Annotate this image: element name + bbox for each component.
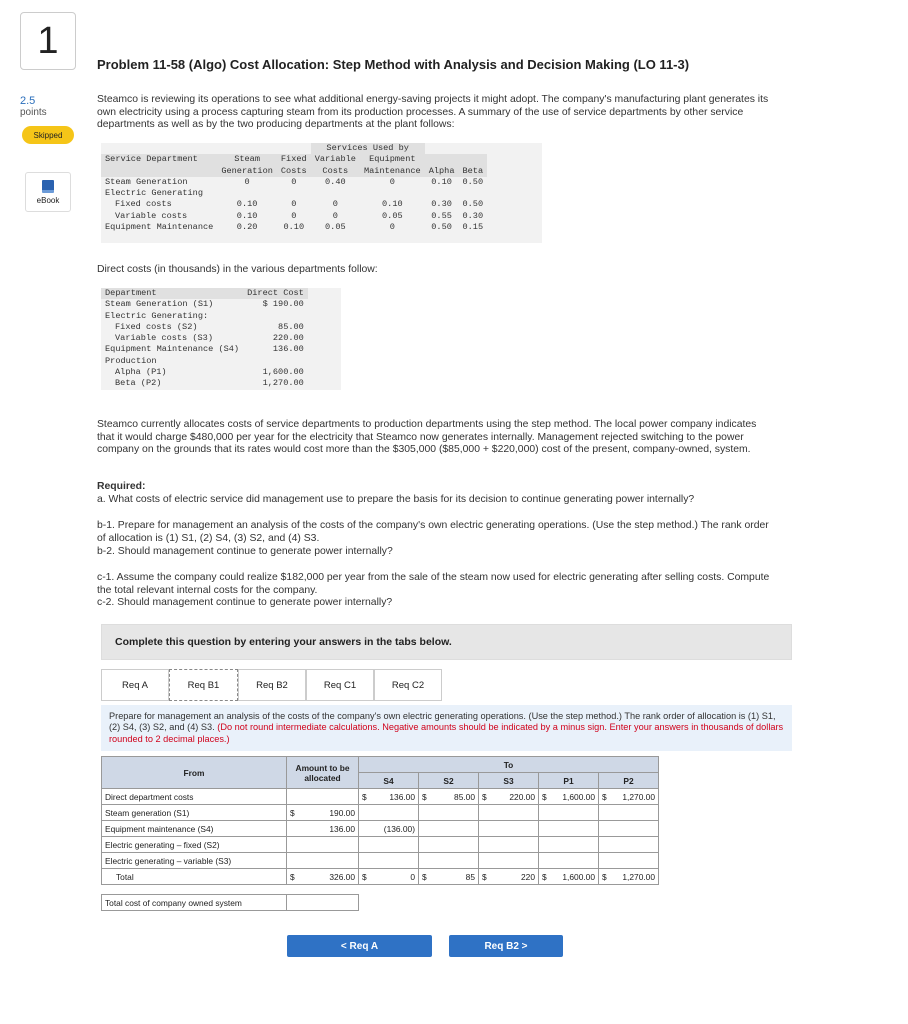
grid-total-cell-value: 0	[410, 871, 415, 882]
answer-panel-header: Complete this question by entering your answers in the tabs below.	[101, 624, 792, 660]
direct-row	[101, 378, 308, 389]
grid-row-label: Electric generating – fixed (S2)	[102, 837, 287, 853]
services-cell: 0.10	[382, 199, 403, 210]
services-cell: 0.15	[462, 222, 484, 233]
allocation-grid	[101, 756, 659, 911]
services-row	[101, 177, 487, 188]
grid-row	[102, 805, 659, 821]
grid-alloc-input[interactable]	[419, 837, 479, 853]
grid-total-cell-value: 1,600.00	[562, 871, 595, 882]
services-header-cell: Alpha	[425, 166, 459, 177]
dollar-sign: $	[482, 791, 487, 802]
direct-row-label: Alpha (P1)	[115, 367, 167, 378]
grid-row-direct	[102, 789, 659, 805]
services-cell: 0	[389, 176, 395, 187]
services-cell: 0.10	[283, 222, 305, 233]
grid-amount-input[interactable]	[287, 853, 359, 869]
grid-from-label: From	[183, 767, 205, 778]
grid-col-header: P1	[539, 773, 599, 789]
grid-total-amount[interactable]	[287, 869, 359, 885]
grid-row-label: Equipment maintenance (S4)	[102, 821, 287, 837]
tab-req-a[interactable]: Req A	[101, 669, 169, 701]
grid-col-header: S4	[359, 773, 419, 789]
grid-row	[102, 853, 659, 869]
services-header-cell	[458, 154, 487, 165]
grid-alloc-input[interactable]	[479, 805, 539, 821]
services-header-cell: Equipment	[360, 154, 425, 165]
services-group-header: Services Used by	[311, 143, 425, 154]
grid-total-cell[interactable]	[539, 869, 599, 885]
grid-alloc-input[interactable]	[539, 821, 599, 837]
grid-alloc-input[interactable]	[539, 837, 599, 853]
req-a-text: a. What costs of electric service did management use to prepare the basis for its decision to continue generating power internally?	[97, 494, 695, 505]
grid-amount-input-value: 136.00	[329, 823, 355, 834]
services-cell: 0	[332, 199, 338, 210]
direct-row-label: Variable costs (S3)	[115, 333, 213, 344]
dollar-sign: $	[542, 871, 547, 882]
grid-amount-label: Amount to be	[295, 762, 350, 773]
grid-row-system	[102, 895, 659, 911]
dollar-sign: $	[602, 871, 607, 882]
direct-row-label: Production	[105, 355, 157, 366]
services-cell: 0	[291, 176, 297, 187]
instruction-warning: (Do not round intermediate calculations. Negative amounts should be indicated by a minus sign. Enter your answers in thousands of dollars rounded to 2 decimal places.)	[109, 722, 784, 744]
grid-row-label: Steam generation (S1)	[102, 805, 287, 821]
services-cell: 0.10	[236, 210, 258, 221]
services-cell: 0.20	[236, 222, 258, 233]
services-cell	[360, 188, 425, 199]
grid-amount-input[interactable]	[287, 805, 359, 821]
services-header-cell	[101, 166, 217, 177]
services-header-cell: Costs	[311, 166, 360, 177]
direct-row-value	[243, 356, 308, 367]
grid-alloc-input[interactable]	[539, 805, 599, 821]
context-text: Steamco currently allocates costs of service departments to production departments using the step method. The local power company indicates that it would charge $480,000 per year for the electricity that Steamco now generates internally. Management rejected switching to the power company on the grounds that its rates would cost more than the $305,000 ($85,000 + $220,000) cost of the present, company-owned, system.	[97, 419, 757, 455]
services-row	[101, 211, 487, 222]
grid-total-cell[interactable]	[359, 869, 419, 885]
services-cell: 0	[291, 199, 297, 210]
services-cell: 0.50	[431, 222, 452, 233]
services-cell: 0	[332, 210, 338, 221]
grid-to-label: To	[359, 757, 659, 773]
grid-direct-input[interactable]	[479, 789, 539, 805]
grid-direct-input-value: 220.00	[509, 791, 535, 802]
dollar-sign: $	[542, 791, 547, 802]
points-box	[20, 95, 60, 118]
grid-alloc-input[interactable]	[479, 821, 539, 837]
services-cell: 0	[244, 176, 250, 187]
grid-alloc-input[interactable]	[359, 837, 419, 853]
services-row-label: Steam Generation	[105, 176, 188, 187]
direct-row	[101, 333, 308, 344]
direct-header-cell: Direct Cost	[243, 288, 308, 299]
grid-direct-input-value: 85.00	[454, 791, 475, 802]
services-header-cell: Steam	[217, 154, 277, 165]
ebook-button[interactable]	[25, 172, 71, 212]
grid-alloc-input[interactable]	[599, 821, 659, 837]
services-cell: 0.50	[462, 199, 484, 210]
grid-alloc-input-value: (136.00)	[383, 823, 415, 834]
grid-alloc-input[interactable]	[539, 853, 599, 869]
services-row-label: Fixed costs	[115, 199, 172, 210]
book-icon	[42, 180, 54, 193]
direct-row	[101, 367, 308, 378]
direct-row-label: Equipment Maintenance (S4)	[105, 344, 240, 355]
grid-total-cell[interactable]	[419, 869, 479, 885]
services-cell: 0.30	[462, 210, 484, 221]
grid-amount-label: allocated	[304, 772, 341, 783]
grid-col-header: S2	[419, 773, 479, 789]
grid-total-cell[interactable]	[479, 869, 539, 885]
dollar-sign: $	[422, 791, 427, 802]
grid-col-header: S3	[479, 773, 539, 789]
grid-alloc-input[interactable]	[599, 837, 659, 853]
grid-total-cell-value: 220	[521, 871, 535, 882]
req-c2-text: c-2. Should management continue to generate power internally?	[97, 597, 393, 608]
direct-header-cell: Department	[101, 288, 243, 299]
grid-amount-cell	[287, 789, 359, 805]
dollar-sign: $	[422, 871, 427, 882]
grid-direct-input-value: 1,600.00	[562, 791, 595, 802]
grid-amount-input[interactable]	[287, 837, 359, 853]
services-cell: 0	[389, 222, 395, 233]
services-cell: 0.10	[236, 199, 258, 210]
instruction-text: Prepare for management an analysis of the costs of the company's own electric generating operations. (Use the step method.) The rank order of allocation is (1) S1, (2) S4, (3) S2, and (4) S3.	[109, 711, 776, 733]
services-row-label: Equipment Maintenance	[105, 222, 214, 233]
direct-row	[101, 356, 308, 367]
grid-row	[102, 837, 659, 853]
grid-col-header: P2	[599, 773, 659, 789]
grid-total-amount-value: 326.00	[329, 871, 355, 882]
req-b1-text: b-1. Prepare for management an analysis of the costs of the company's own electric generating operations. (Use the step method.) The rank order of allocation is (1) S1, (2) S4, (3) S2, and (4) S3.	[97, 520, 769, 544]
services-header-cell: Maintenance	[360, 166, 425, 177]
dollar-sign: $	[290, 807, 295, 818]
grid-direct-input-value: 136.00	[389, 791, 415, 802]
grid-alloc-input[interactable]	[479, 853, 539, 869]
grid-alloc-input[interactable]	[479, 837, 539, 853]
grid-system-label: Total cost of company owned system	[102, 895, 287, 911]
direct-row-value: 1,600.00	[262, 367, 304, 378]
services-cell: 0.05	[325, 222, 346, 233]
services-cell: 0.40	[325, 176, 346, 187]
question-number: 1	[20, 12, 76, 70]
grid-header-blank	[102, 757, 287, 789]
grid-alloc-input[interactable]	[599, 853, 659, 869]
services-row	[101, 222, 487, 233]
direct-row-label: Beta (P2)	[115, 378, 162, 389]
direct-row-value: 85.00	[278, 321, 304, 332]
direct-row-value: 1,270.00	[262, 378, 304, 389]
services-table	[101, 143, 542, 243]
grid-amount-input-value: 190.00	[329, 807, 355, 818]
direct-costs-intro: Direct costs (in thousands) in the various departments follow:	[97, 264, 378, 275]
services-header-cell: Costs	[277, 166, 311, 177]
grid-alloc-input[interactable]	[419, 853, 479, 869]
grid-total-cell-value: 1,270.00	[622, 871, 655, 882]
dollar-sign: $	[482, 871, 487, 882]
dollar-sign: $	[362, 871, 367, 882]
req-b2-text: b-2. Should management continue to generate power internally?	[97, 546, 393, 557]
direct-row-label: Steam Generation (S1)	[105, 299, 214, 310]
grid-total-label: Total	[102, 869, 287, 885]
direct-row	[101, 344, 308, 355]
intro-text: Steamco is reviewing its operations to see what additional energy-saving projects it might adopt. The company's manufacturing plant generates its own electricity using a process capturing steam from its production processes. A summary of the use of service departments by other service departments as well as by the two producing departments at the plant follows:	[97, 94, 769, 130]
grid-total-cell-value: 85	[465, 871, 475, 882]
dollar-sign: $	[602, 791, 607, 802]
services-header-cell: Variable	[311, 154, 360, 165]
grid-alloc-input[interactable]	[359, 853, 419, 869]
direct-row-label: Fixed costs (S2)	[115, 321, 198, 332]
services-cell	[217, 188, 277, 199]
direct-row	[101, 322, 308, 333]
direct-row	[101, 299, 308, 310]
grid-row	[102, 821, 659, 837]
services-header-cell	[425, 154, 459, 165]
grid-direct-input[interactable]	[599, 789, 659, 805]
services-row-label: Electric Generating	[105, 188, 203, 199]
grid-direct-input[interactable]	[359, 789, 419, 805]
prev-req-a-button[interactable]: < Req A	[287, 935, 432, 957]
tab-req-b1[interactable]: Req B1	[169, 669, 238, 701]
problem-title: Problem 11-58 (Algo) Cost Allocation: Step Method with Analysis and Decision Making (LO 11-3)	[97, 57, 690, 72]
grid-direct-input[interactable]	[419, 789, 479, 805]
services-cell: 0.10	[431, 176, 452, 187]
services-cell	[425, 188, 459, 199]
tab-req-c1[interactable]: Req C1	[306, 669, 374, 701]
services-cell: 0.30	[431, 199, 452, 210]
grid-row-label: Direct department costs	[102, 789, 287, 805]
req-c1-text: c-1. Assume the company could realize $182,000 per year from the sale of the steam now used for electric generating after selling costs. Compute the total relevant internal costs for the company.	[97, 572, 770, 596]
direct-cost-table	[101, 288, 341, 390]
services-header-cell: Generation	[217, 166, 277, 177]
services-cell: 0	[291, 210, 297, 221]
dollar-sign: $	[362, 791, 367, 802]
services-row	[101, 188, 487, 199]
grid-amount-input[interactable]	[287, 821, 359, 837]
grid-amount-header	[287, 757, 359, 789]
grid-alloc-input[interactable]	[359, 805, 419, 821]
services-cell	[458, 188, 487, 199]
grid-system-input[interactable]	[287, 895, 359, 911]
grid-row-total	[102, 869, 659, 885]
instruction-box	[101, 705, 792, 751]
grid-direct-input[interactable]	[539, 789, 599, 805]
services-row	[101, 199, 487, 210]
grid-row-label: Electric generating – variable (S3)	[102, 853, 287, 869]
grid-total-cell[interactable]	[599, 869, 659, 885]
services-header-cell: Beta	[458, 166, 487, 177]
points-label: points	[20, 107, 47, 118]
services-cell: 0.55	[431, 210, 452, 221]
services-header-cell: Service Department	[101, 154, 217, 165]
ebook-label: eBook	[36, 195, 60, 205]
grid-alloc-input[interactable]	[419, 805, 479, 821]
grid-alloc-input[interactable]	[599, 805, 659, 821]
required-label: Required:	[97, 481, 146, 492]
points-value: 2.5	[20, 95, 36, 107]
direct-row	[101, 311, 308, 322]
grid-alloc-input[interactable]	[359, 821, 419, 837]
dollar-sign: $	[290, 871, 295, 882]
services-cell: 0.50	[462, 176, 484, 187]
services-row-label: Variable costs	[115, 210, 188, 221]
grid-direct-input-value: 1,270.00	[622, 791, 655, 802]
next-req-b2-button[interactable]: Req B2 >	[449, 935, 563, 957]
status-badge: Skipped	[22, 126, 74, 144]
direct-row-value: 136.00	[272, 344, 304, 355]
services-cell: 0.05	[382, 210, 403, 221]
services-header-cell: Fixed	[277, 154, 311, 165]
services-cell	[311, 188, 360, 199]
services-cell	[277, 188, 311, 199]
tab-req-b2[interactable]: Req B2	[238, 669, 306, 701]
grid-alloc-input[interactable]	[419, 821, 479, 837]
direct-row-value	[243, 311, 308, 322]
requirement-tabs	[101, 669, 792, 701]
direct-row-label: Electric Generating:	[105, 310, 209, 321]
direct-row-value: $ 190.00	[262, 299, 304, 310]
direct-row-value: 220.00	[272, 333, 304, 344]
tab-req-c2[interactable]: Req C2	[374, 669, 442, 701]
